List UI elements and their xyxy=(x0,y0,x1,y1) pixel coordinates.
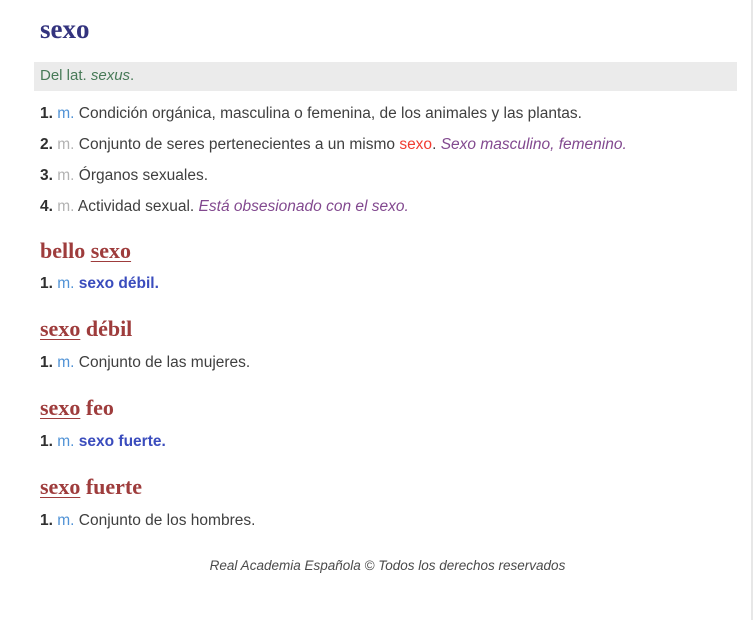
headword-link[interactable]: sexo xyxy=(40,474,81,500)
subentry-definition xyxy=(40,510,735,532)
etymology-period: . xyxy=(130,67,135,85)
cross-reference-link[interactable]: sexo débil. xyxy=(78,274,159,292)
subentry-heading-post: débil xyxy=(80,316,133,342)
sense-number: 2. xyxy=(40,135,53,153)
scrollbar-track[interactable] xyxy=(751,0,753,620)
gender-abbr[interactable]: m. xyxy=(57,197,75,215)
subentry-heading xyxy=(40,395,735,421)
headword-link[interactable]: sexo xyxy=(40,316,81,342)
subentry-heading xyxy=(40,316,735,342)
definition-text: Condición orgánica, masculina o femenina, de los animales y las plantas. xyxy=(78,104,582,122)
subentry-definition xyxy=(40,273,735,295)
subentry-heading xyxy=(40,238,735,264)
subentry-definition xyxy=(40,352,735,374)
definition-text: Órganos sexuales. xyxy=(78,166,209,184)
usage-example: Sexo masculino, femenino. xyxy=(440,135,627,153)
gender-abbr[interactable]: m. xyxy=(57,274,75,292)
etymology-latin-word: sexus xyxy=(90,67,131,85)
definition-text: Conjunto de seres pertenecientes a un mismo xyxy=(78,135,395,153)
etymology-bar xyxy=(34,62,737,91)
sense-number: 4. xyxy=(40,197,53,215)
subentry-heading-post: feo xyxy=(80,395,114,421)
sense-number: 1. xyxy=(40,104,53,122)
subentry-heading-pre: bello xyxy=(40,237,91,263)
definition-4 xyxy=(40,191,695,222)
subentry-sexo-feo xyxy=(40,395,735,453)
definition-2 xyxy=(40,129,695,160)
subentry-definition xyxy=(40,431,735,453)
subentry-heading xyxy=(40,474,735,500)
subentry-sexo-fuerte xyxy=(40,474,735,532)
keyword-link[interactable]: sexo xyxy=(399,135,433,153)
sense-number: 1. xyxy=(40,432,53,450)
definition-1 xyxy=(40,98,695,129)
gender-abbr[interactable]: m. xyxy=(57,432,75,450)
etymology-prefix: Del lat. xyxy=(40,67,87,85)
gender-abbr[interactable]: m. xyxy=(57,511,75,529)
headword-link[interactable]: sexo xyxy=(90,237,132,263)
headword-link[interactable]: sexo xyxy=(40,395,81,421)
gender-abbr[interactable]: m. xyxy=(57,104,75,122)
headword-title: sexo xyxy=(40,14,90,44)
gender-abbr[interactable]: m. xyxy=(57,135,75,153)
definition-text: Conjunto de los hombres. xyxy=(78,511,256,529)
definition-text: Conjunto de las mujeres. xyxy=(78,353,251,371)
sense-number: 1. xyxy=(40,274,53,292)
definitions-list xyxy=(40,98,735,222)
sense-number: 1. xyxy=(40,353,53,371)
definition-text: Actividad sexual. xyxy=(77,197,195,215)
subentry-bello-sexo xyxy=(40,238,735,296)
gender-abbr[interactable]: m. xyxy=(57,166,75,184)
definition-3 xyxy=(40,160,695,191)
sense-number: 3. xyxy=(40,166,53,184)
copyright-footer: Real Academia Española © Todos los derechos reservados xyxy=(209,557,566,573)
definition-period: . xyxy=(432,135,437,153)
cross-reference-link[interactable]: sexo fuerte. xyxy=(78,432,166,450)
usage-example: Está obsesionado con el sexo. xyxy=(198,197,409,215)
sense-number: 1. xyxy=(40,511,53,529)
gender-abbr[interactable]: m. xyxy=(57,353,75,371)
subentry-sexo-debil xyxy=(40,316,735,374)
subentry-heading-post: fuerte xyxy=(80,474,143,500)
